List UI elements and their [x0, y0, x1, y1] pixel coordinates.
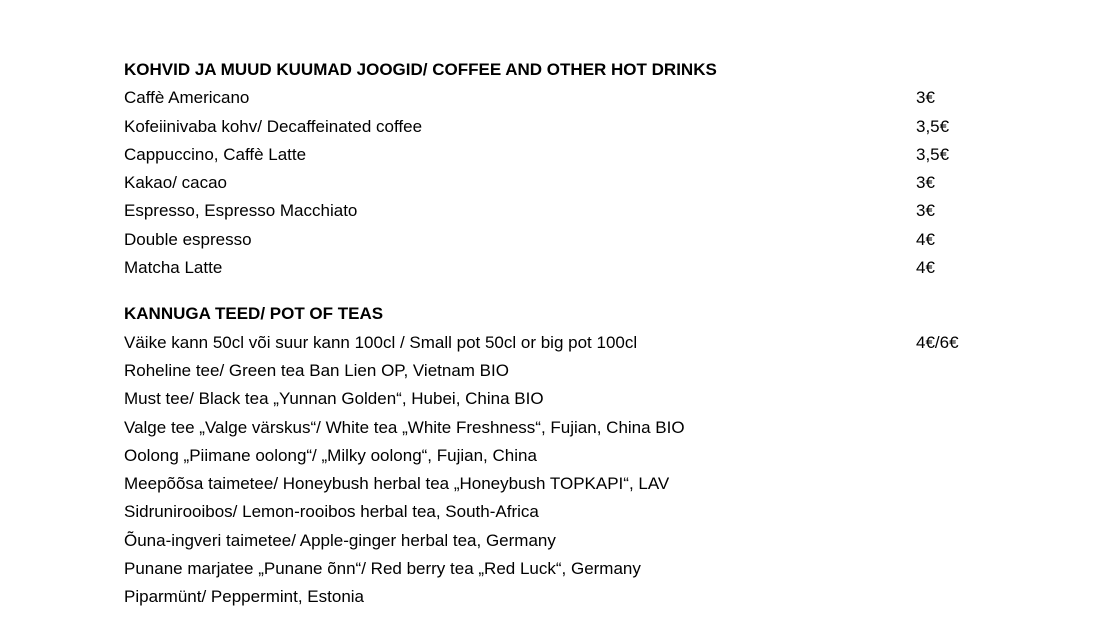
menu-item-price: 3,5€: [916, 144, 950, 164]
menu-item-name: Sidrunirooibos/ Lemon-rooibos herbal tea, South-Africa: [124, 502, 539, 522]
menu-item-row: [124, 197, 1024, 225]
menu-item-row: [124, 385, 1024, 413]
menu-item-name: Oolong „Piimane oolong“/ „Milky oolong“, Fujian, China: [124, 445, 537, 465]
menu-item-row: [124, 583, 1024, 611]
menu-item-name: Piparmünt/ Peppermint, Estonia: [124, 587, 365, 607]
menu-item-price: 4€: [916, 229, 935, 249]
menu-item-row: [124, 113, 1024, 141]
menu-item-price: 4€: [916, 258, 935, 278]
menu-item-name: Caffè Americano: [124, 88, 250, 108]
menu-item-row: [124, 254, 1024, 282]
menu-item-name: Kakao/ cacao: [124, 173, 228, 193]
menu-item-name: Väike kann 50cl või suur kann 100cl / Small pot 50cl or big pot 100cl: [124, 332, 638, 352]
menu-item-name: Roheline tee/ Green tea Ban Lien OP, Vietnam BIO: [124, 360, 509, 380]
menu-item-row: [124, 470, 1024, 498]
menu-item-name: Matcha Latte: [124, 258, 223, 278]
menu-item-name: Õuna-ingveri taimetee/ Apple-ginger herbal tea, Germany: [124, 530, 556, 550]
menu-page: [124, 56, 1024, 612]
menu-item-name: Punane marjatee „Punane õnn“/ Red berry tea „Red Luck“, Germany: [124, 559, 641, 579]
menu-item-name: Valge tee „Valge värskus“/ White tea „White Freshness“, Fujian, China BIO: [124, 417, 685, 437]
section-heading: KANNUGA TEED/ POT OF TEAS: [124, 304, 384, 324]
menu-item-name: Double espresso: [124, 229, 252, 249]
menu-item-name: Cappuccino, Caffè Latte: [124, 144, 307, 164]
section-heading: KOHVID JA MUUD KUUMAD JOOGID/ COFFEE AND OTHER HOT DRINKS: [124, 60, 717, 79]
coffee-section: [124, 56, 1024, 282]
menu-item-price: 3€: [916, 201, 935, 221]
menu-item-row: [124, 527, 1024, 555]
menu-item-row: [124, 414, 1024, 442]
menu-item-name: Must tee/ Black tea „Yunnan Golden“, Hubei, China BIO: [124, 389, 544, 409]
menu-item-row: [124, 498, 1024, 526]
menu-item-row: [124, 442, 1024, 470]
menu-item-price: 4€/6€: [916, 332, 959, 352]
menu-item-name: Kofeiinivaba kohv/ Decaffeinated coffee: [124, 116, 423, 136]
menu-item-row: [124, 357, 1024, 385]
menu-item-row: [124, 555, 1024, 583]
menu-item-name: Meepõõsa taimetee/ Honeybush herbal tea „Honeybush TOPKAPI“, LAV: [124, 474, 670, 494]
menu-item-price: 3€: [916, 173, 935, 193]
menu-item-price: 3,5€: [916, 116, 950, 136]
menu-item-price: 3€: [916, 88, 935, 108]
menu-item-row: [124, 84, 1024, 112]
menu-item-row: [124, 141, 1024, 169]
menu-item-row: [124, 169, 1024, 197]
menu-item-name: Espresso, Espresso Macchiato: [124, 201, 358, 221]
tea-section: [124, 300, 1024, 611]
menu-item-row: [124, 226, 1024, 254]
menu-item-row: [124, 329, 1024, 357]
